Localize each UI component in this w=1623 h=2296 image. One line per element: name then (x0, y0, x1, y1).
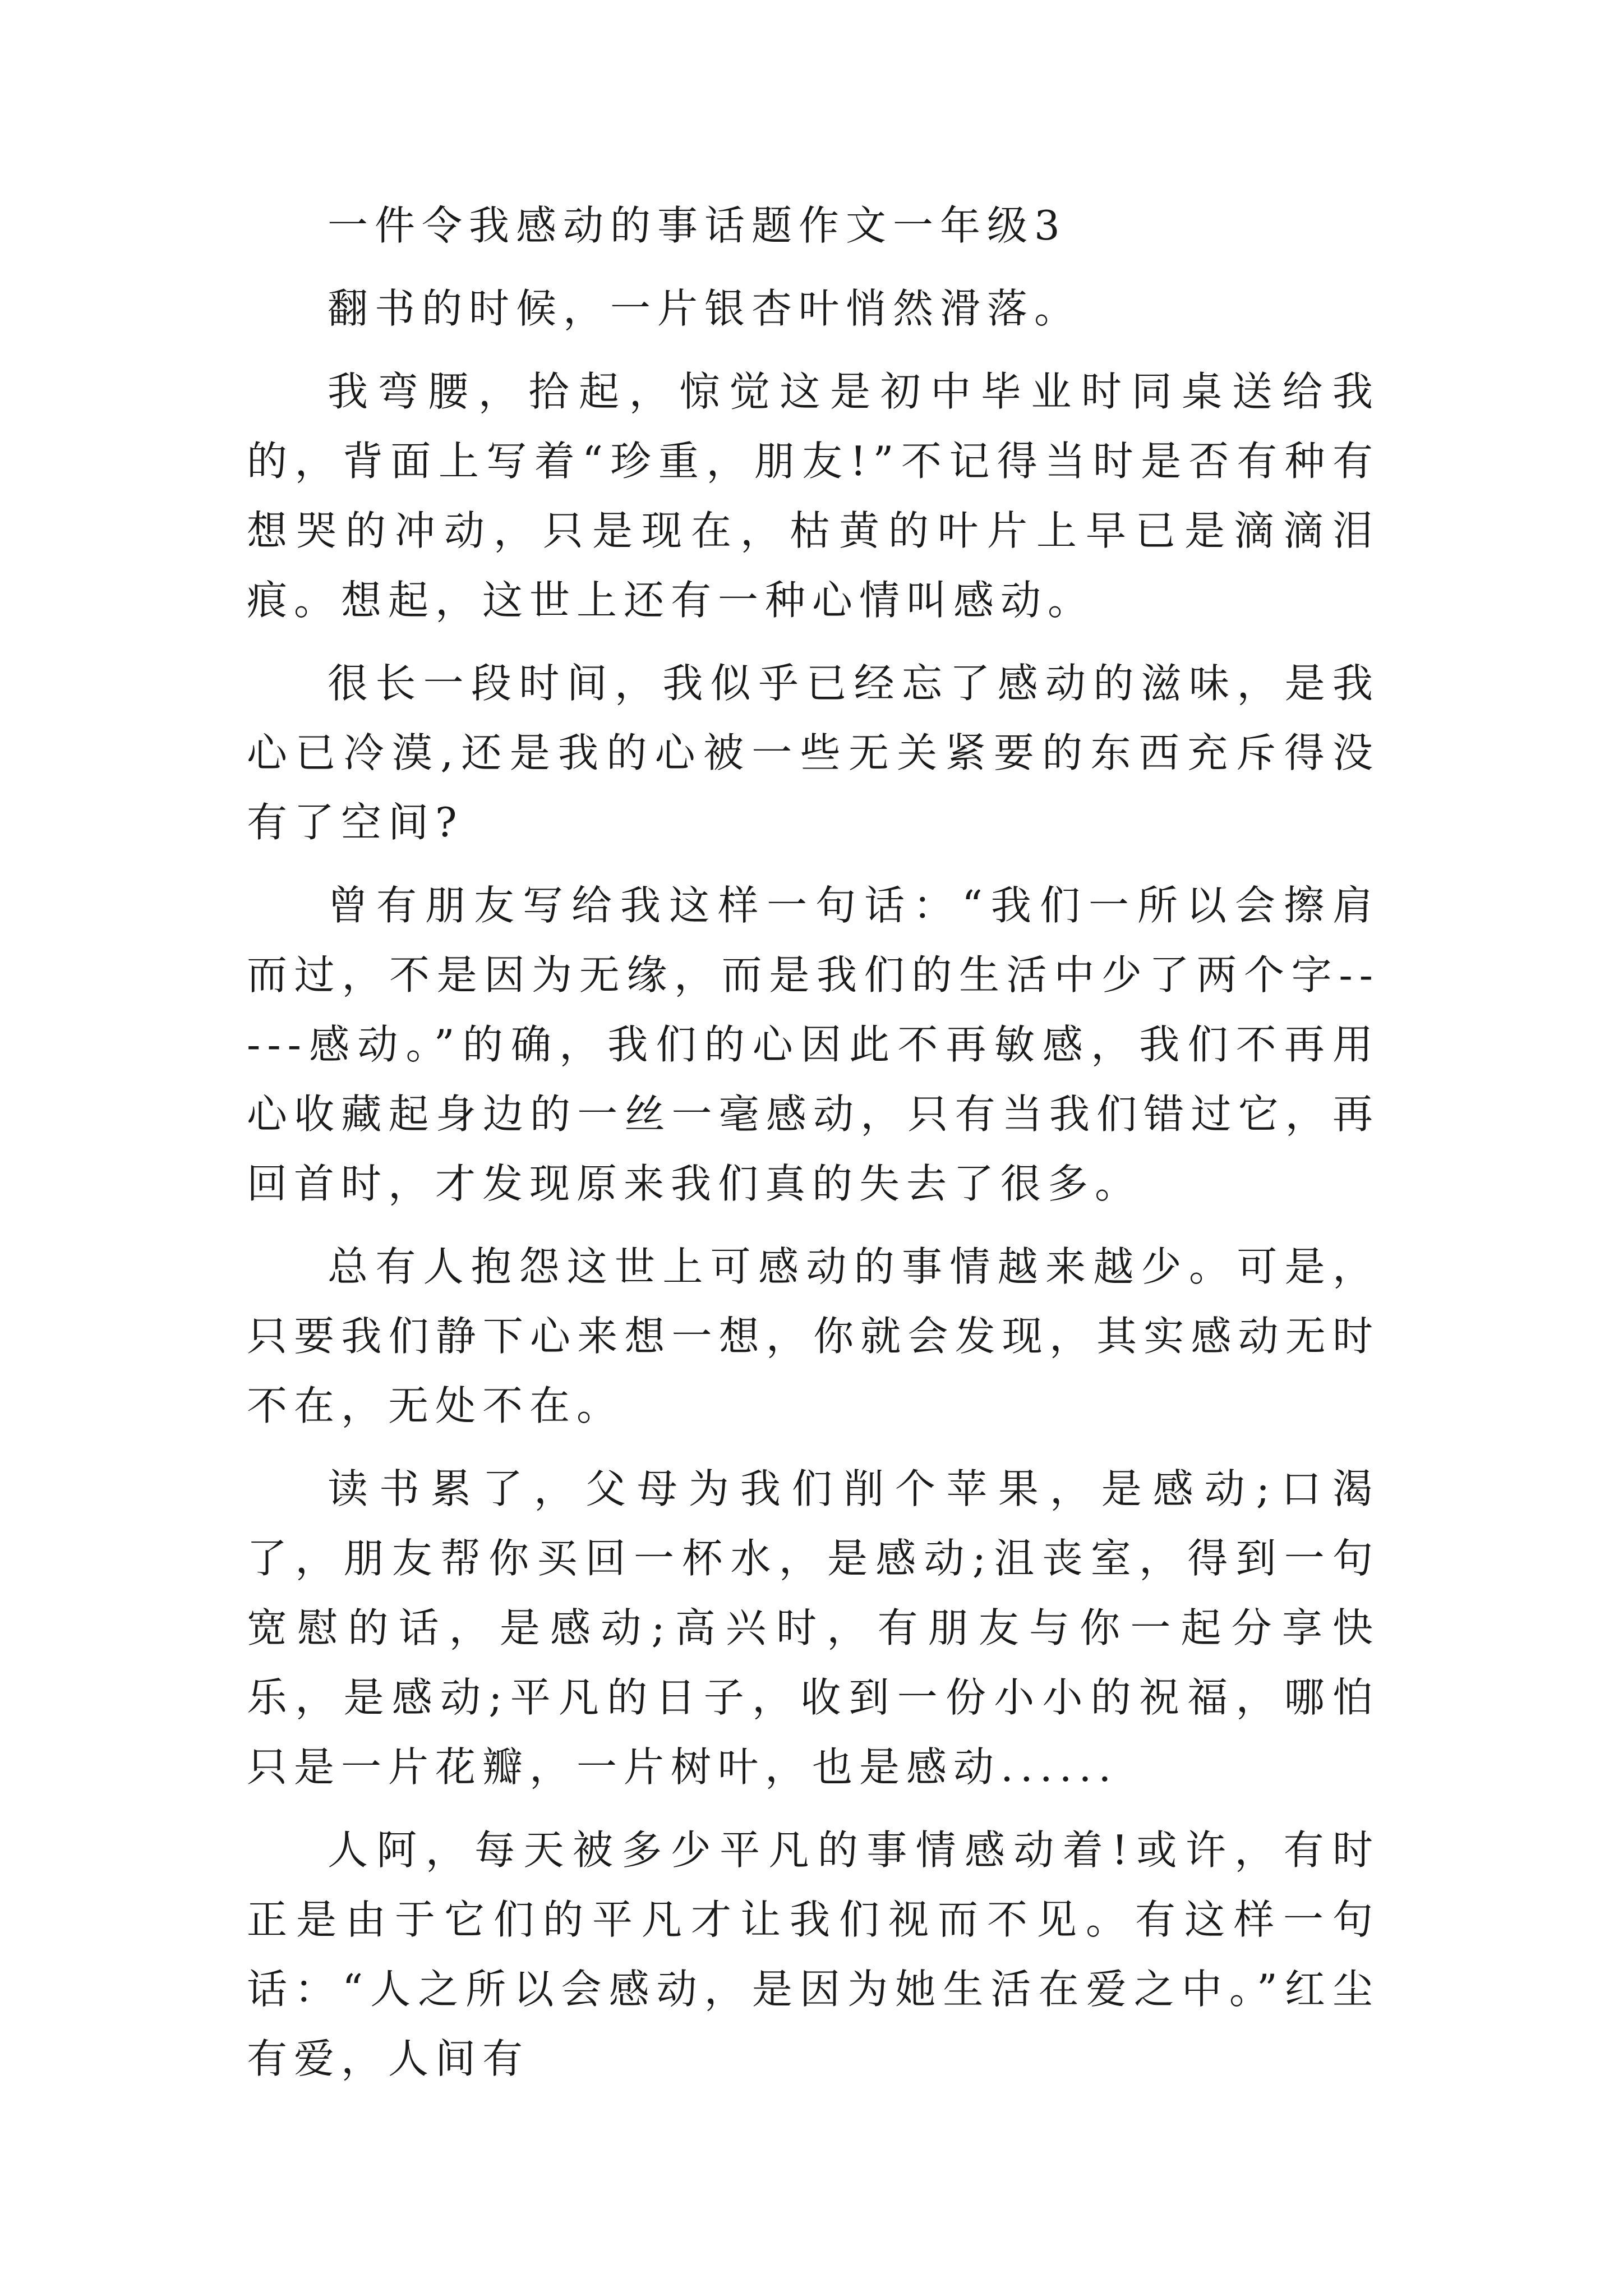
document-body (247, 191, 1380, 2107)
document-title: 一件令我感动的事话题作文一年级3 (328, 202, 1067, 249)
paragraph: 曾有朋友写给我这样一句话：“我们一所以会擦肩而过，不是因为无缘，而是我们的生活中少了两个字-----感动。”的确，我们的心因此不再敏感，我们不再用心收藏起身边的一丝一毫感动，只有当我们错过它，再回首时，才发现原来我们真的失去了很多。 (247, 882, 1380, 1207)
paragraph: 我弯腰，拾起，惊觉这是初中毕业时同桌送给我的，背面上写着“珍重，朋友!”不记得当时是否有种有想哭的冲动，只是现在，枯黄的叶片上早已是滴滴泪痕。想起，这世上还有一种心情叫感动。 (247, 368, 1380, 624)
paragraph: 翻书的时候，一片银杏叶悄然滑落。 (328, 285, 1082, 332)
paragraph: 总有人抱怨这世上可感动的事情越来越少。可是，只要我们静下心来想一想，你就会发现，其实感动无时不在，无处不在。 (247, 1243, 1380, 1429)
paragraph: 很长一段时间，我似乎已经忘了感动的滋味，是我心已冷漠,还是我的心被一些无关紧要的东西充斥得没有了空间? (247, 660, 1380, 846)
paragraph: 读书累了，父母为我们削个苹果，是感动;口渴了，朋友帮你买回一杯水，是感动;沮丧室，得到一句宽慰的话，是感动;高兴时，有朋友与你一起分享快乐，是感动;平凡的日子，收到一份小小的祝福，哪怕只是一片花瓣，一片树叶，也是感动...... (247, 1465, 1380, 1791)
paragraph: 人阿，每天被多少平凡的事情感动着!或许，有时正是由于它们的平凡才让我们视而不见。有这样一句话：“人之所以会感动，是因为她生活在爱之中。”红尘有爱，人间有 (247, 1826, 1380, 2082)
